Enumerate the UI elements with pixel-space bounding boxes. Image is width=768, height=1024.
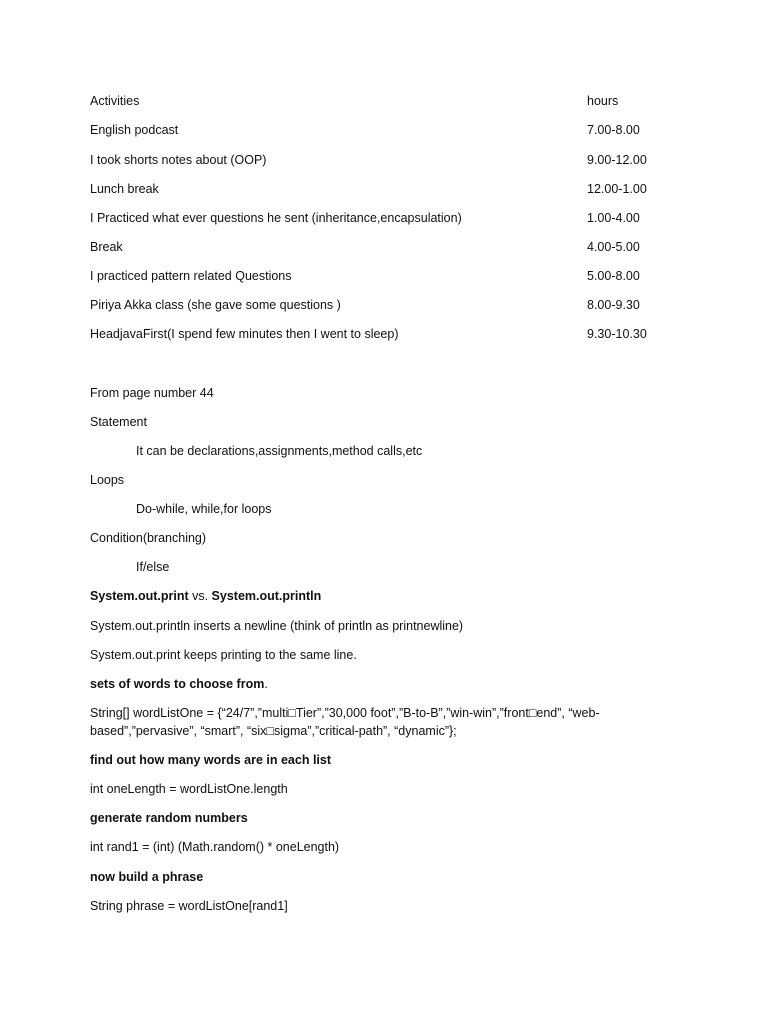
condition-body: If/else [136, 560, 170, 574]
schedule-row-activity: I practiced pattern related Questions [90, 269, 292, 283]
loops-body: Do-while, while,for loops [136, 502, 272, 516]
println-description: System.out.println inserts a newline (think of println as printnewline) [90, 619, 464, 633]
schedule-row-hours: 9.30-10.30 [587, 327, 647, 341]
schedule-row-hours: 8.00-9.30 [587, 298, 640, 312]
phrase-heading: now build a phrase [90, 870, 204, 884]
schedule-row-activity: I Practiced what ever questions he sent (inheritance,encapsulation) [90, 211, 462, 225]
println-heading-part: System.out.println [211, 589, 322, 603]
count-heading: find out how many words are in each list [90, 753, 332, 767]
schedule-row-hours: 5.00-8.00 [587, 269, 640, 283]
random-code: int rand1 = (int) (Math.random() * oneLength) [90, 840, 340, 854]
condition-title: Condition(branching) [90, 531, 207, 545]
print-heading-part: System.out.print [90, 589, 189, 603]
statement-title: Statement [90, 415, 147, 429]
words-heading-text: sets of words to choose from [90, 677, 265, 691]
words-code: String[] wordListOne = {“24/7”,”multi□Tier”,”30,000 foot”,”B-to-B”,”win-win”,”front□end”, “web-based”,”pervasive”, “smart”, “six□sigma”,”critical-path”, “dynamic”}; [90, 706, 600, 738]
words-heading [90, 676, 268, 692]
words-heading-period: . [264, 677, 268, 691]
vs-text: vs. [188, 589, 212, 603]
schedule-row-hours: 12.00-1.00 [587, 182, 647, 196]
activities-header: Activities [90, 94, 140, 108]
print-description: System.out.print keeps printing to the same line. [90, 648, 357, 662]
random-heading: generate random numbers [90, 811, 248, 825]
schedule-row-hours: 1.00-4.00 [587, 211, 640, 225]
schedule-row-activity: Lunch break [90, 182, 159, 196]
count-code: int oneLength = wordListOne.length [90, 782, 288, 796]
schedule-row-activity: Break [90, 240, 123, 254]
hours-header: hours [587, 94, 619, 108]
schedule-row-hours: 4.00-5.00 [587, 240, 640, 254]
schedule-row-activity: English podcast [90, 123, 179, 137]
loops-title: Loops [90, 473, 125, 487]
schedule-row-activity: Piriya Akka class (she gave some questions ) [90, 298, 341, 312]
schedule-row-activity: I took shorts notes about (OOP) [90, 153, 267, 167]
schedule-row-hours: 9.00-12.00 [587, 153, 647, 167]
print-vs-println-heading [90, 588, 321, 604]
page-reference: From page number 44 [90, 386, 214, 400]
schedule-row-activity: HeadjavaFirst(I spend few minutes then I went to sleep) [90, 327, 399, 341]
statement-body: It can be declarations,assignments,method calls,etc [136, 444, 423, 458]
schedule-row-hours: 7.00-8.00 [587, 123, 640, 137]
phrase-code: String phrase = wordListOne[rand1] [90, 899, 288, 913]
